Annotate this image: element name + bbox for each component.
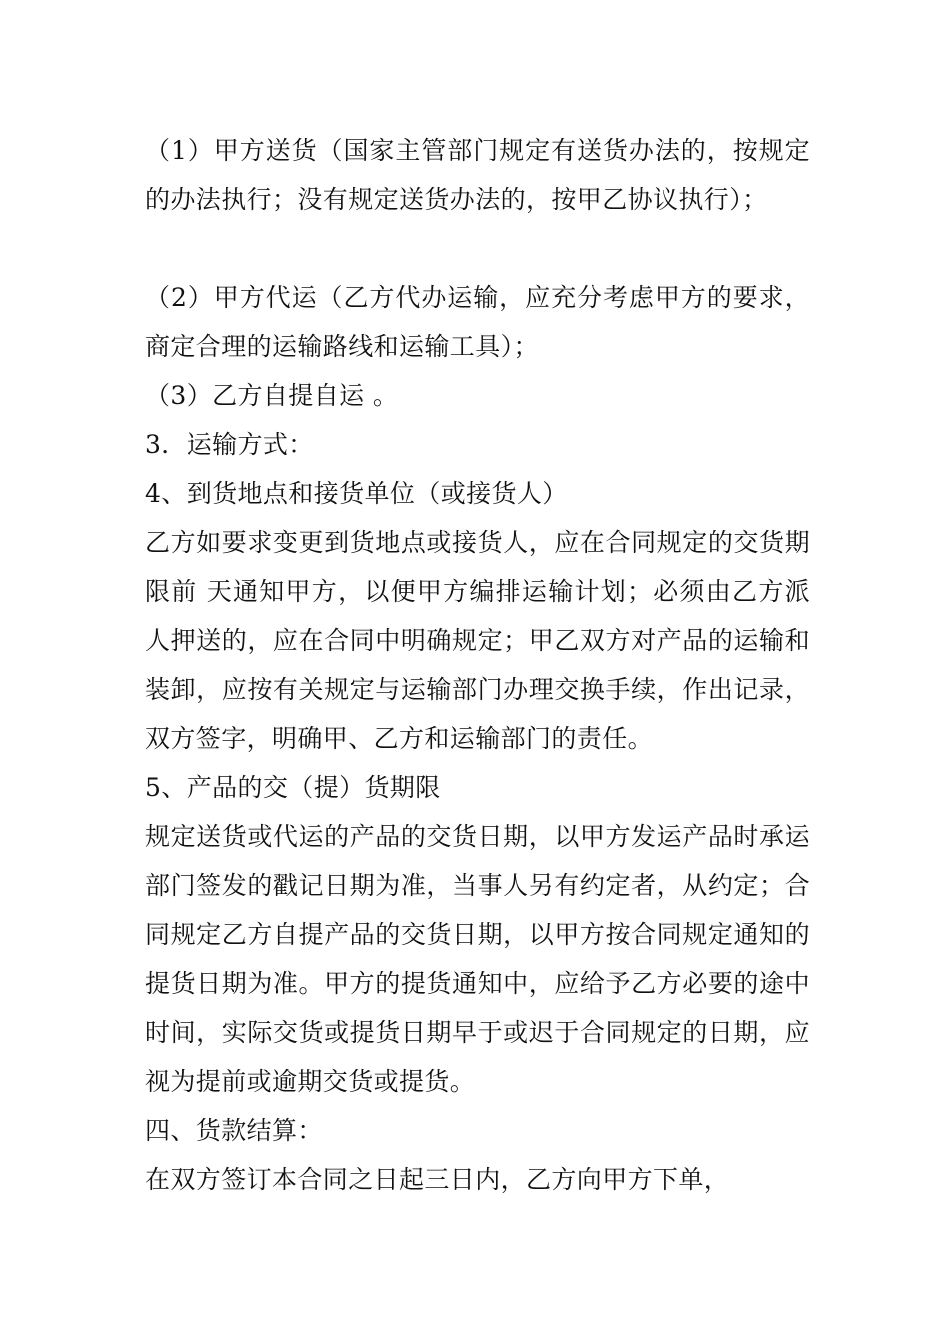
heading-payment-settlement	[145, 1106, 810, 1155]
paragraph-text: 4、到货地点和接货单位（或接货人）	[145, 479, 568, 508]
heading-delivery-deadline	[145, 763, 810, 812]
heading-transport-method	[145, 420, 810, 469]
paragraph-delivery-date-rules	[145, 812, 810, 1106]
paragraph-text: 四、货款结算：	[145, 1116, 323, 1145]
heading-delivery-location	[145, 469, 810, 518]
paragraph-text: 乙方如要求变更到货地点或接货人，应在合同规定的交货期限前 天通知甲方，以便甲方编排运输计划；必须由乙方派人押送的，应在合同中明确规定；甲乙双方对产品的运输和装卸，应按有关规定与运输部门办理交换手续，作出记录，双方签字，明确甲、乙方和运输部门的责任。	[145, 528, 810, 753]
paragraph-payment-order	[145, 1155, 810, 1204]
paragraph-change-delivery-location	[145, 518, 810, 763]
paragraph-text: （3）乙方自提自运 。	[145, 381, 399, 410]
paragraph-text: 5、产品的交（提）货期限	[145, 773, 441, 802]
paragraph-delivery-by-party-a	[145, 126, 810, 224]
paragraph-text: 3．运输方式：	[145, 430, 314, 459]
paragraph-self-pickup	[145, 371, 810, 420]
paragraph-text: （1）甲方送货（国家主管部门规定有送货办法的，按规定的办法执行；没有规定送货办法的，按甲乙协议执行）；	[145, 136, 810, 214]
paragraph-shipping-by-party-a	[145, 273, 810, 371]
paragraph-text: 在双方签订本合同之日起三日内，乙方向甲方下单，	[145, 1165, 730, 1194]
paragraph-text: 规定送货或代运的产品的交货日期，以甲方发运产品时承运部门签发的戳记日期为准，当事人另有约定者，从约定；合同规定乙方自提产品的交货日期，以甲方按合同规定通知的提货日期为准。甲方的提货通知中，应给予乙方必要的途中时间，实际交货或提货日期早于或迟于合同规定的日期，应视为提前或逾期交货或提货。	[145, 822, 810, 1096]
paragraph-text: （2）甲方代运（乙方代办运输，应充分考虑甲方的要求，商定合理的运输路线和运输工具）；	[145, 283, 810, 361]
